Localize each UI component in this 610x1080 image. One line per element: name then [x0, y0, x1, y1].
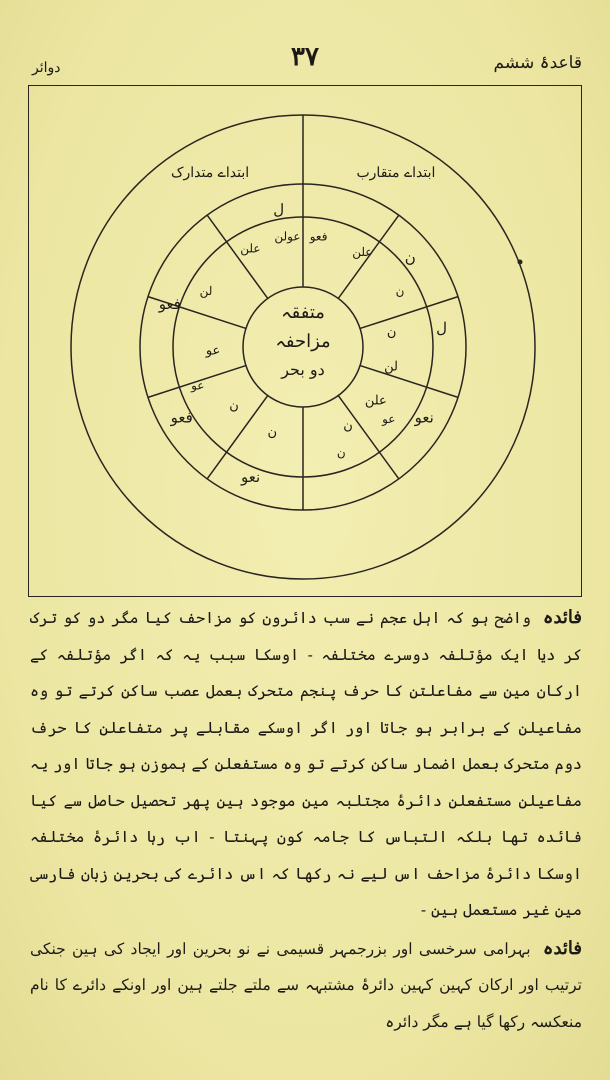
inner-ring-label: علن — [364, 393, 387, 409]
page-number: ۳۷ — [291, 42, 319, 72]
radial-divider — [207, 215, 268, 298]
middle-ring-label: ن — [395, 284, 405, 299]
outer-ring-mark: ل — [436, 318, 448, 337]
middle-ring-label: لن — [199, 284, 213, 299]
middle-ring-label: علن — [240, 241, 261, 256]
paragraph-1 — [30, 600, 582, 929]
middle-ring-label: فعو — [309, 229, 328, 244]
paragraph-lead: فائدہ — [542, 937, 582, 959]
center-line-3: دو بحر — [281, 360, 325, 379]
inner-ring-label: لن — [384, 359, 398, 375]
body-text — [30, 600, 582, 1042]
inner-ring-label: عو — [205, 343, 221, 359]
outer-ring-mark: فعو — [158, 294, 181, 313]
header-title: قاعدۂ ششم — [493, 53, 582, 73]
outer-ring-mark: ن — [404, 248, 416, 267]
paragraph-lead: فائدہ — [542, 607, 582, 628]
paragraph-text: بہرامی سرخسی اور بزرجمہر قسیمی نے نو بحرین اور ایجاد کی ہین جنکی ترتیب اور ارکان کہین کہین دائرۂ مشتبہہ سے ملتے جلتے ہین اور اونکے دائرے کا نام منعکسہ رکھا گیا ہے مگر دائرہ — [30, 939, 582, 1031]
outer-ring-label: ابتداے متقارب — [356, 165, 436, 182]
outer-ring-mark: نعو — [414, 408, 434, 427]
outer-ring-label: ابتداے متدارک — [170, 165, 250, 182]
ink-dot — [518, 260, 523, 265]
middle-ring-label: عو — [382, 412, 396, 427]
inner-ring-label: ن — [229, 398, 239, 414]
center-line-2: مزاحفہ — [275, 331, 331, 352]
middle-ring-label: عولن — [274, 229, 301, 244]
inner-ring-label: ن — [386, 324, 397, 340]
center-line-1: متفقہ — [281, 302, 325, 323]
outer-ring-mark: نعو — [240, 468, 261, 487]
inner-ring-label: ن — [343, 418, 353, 434]
header-section: دوائر — [32, 60, 61, 76]
outer-ring-mark: ل — [273, 200, 285, 219]
middle-ring-label: عو — [191, 378, 205, 393]
outer-ring-mark: فعو — [170, 408, 193, 427]
paragraph-2 — [30, 931, 582, 1041]
middle-ring-label: علن — [352, 245, 373, 260]
middle-ring-label: ن — [336, 445, 346, 460]
paragraph-text: واضح ہو کہ اہل عجم نے سب دائرون کو مزاحف کیا مگر دو کو ترک کر دیا ایک مؤتلفہ دوسرے مختلفہ - اوسکا سبب یہ کہ اگر مؤتلفہ کے ارکان مین سے مفاعلتن کا حرف پنجم متحرک بعمل عصب ساکن کرتے تو وہ مفاعیلن کے برابر ہو جاتا اور اگر اوسکے مقابلے پر متفاعلن کا حرف دوم متحرک بعمل اضمار ساکن کرتے تو وہ مستفعلن کے ہموزن ہو جاتا اور یہ مفاعیلن مستفعلن دائرۂ مجتلبہ مین موجود ہین پھر تحصیل حاصل سے کیا فائدہ تھا بلکہ التباس کا جامہ کون پہنتا - اب رہا دائرۂ مختلفہ اوسکا دائرۂ مزاحف اس لیے نہ رکھا کہ اس دائرے کی بحرین زبان فارسی مین غیر مستعمل ہین - — [30, 609, 582, 919]
inner-ring-label: ن — [267, 425, 277, 441]
